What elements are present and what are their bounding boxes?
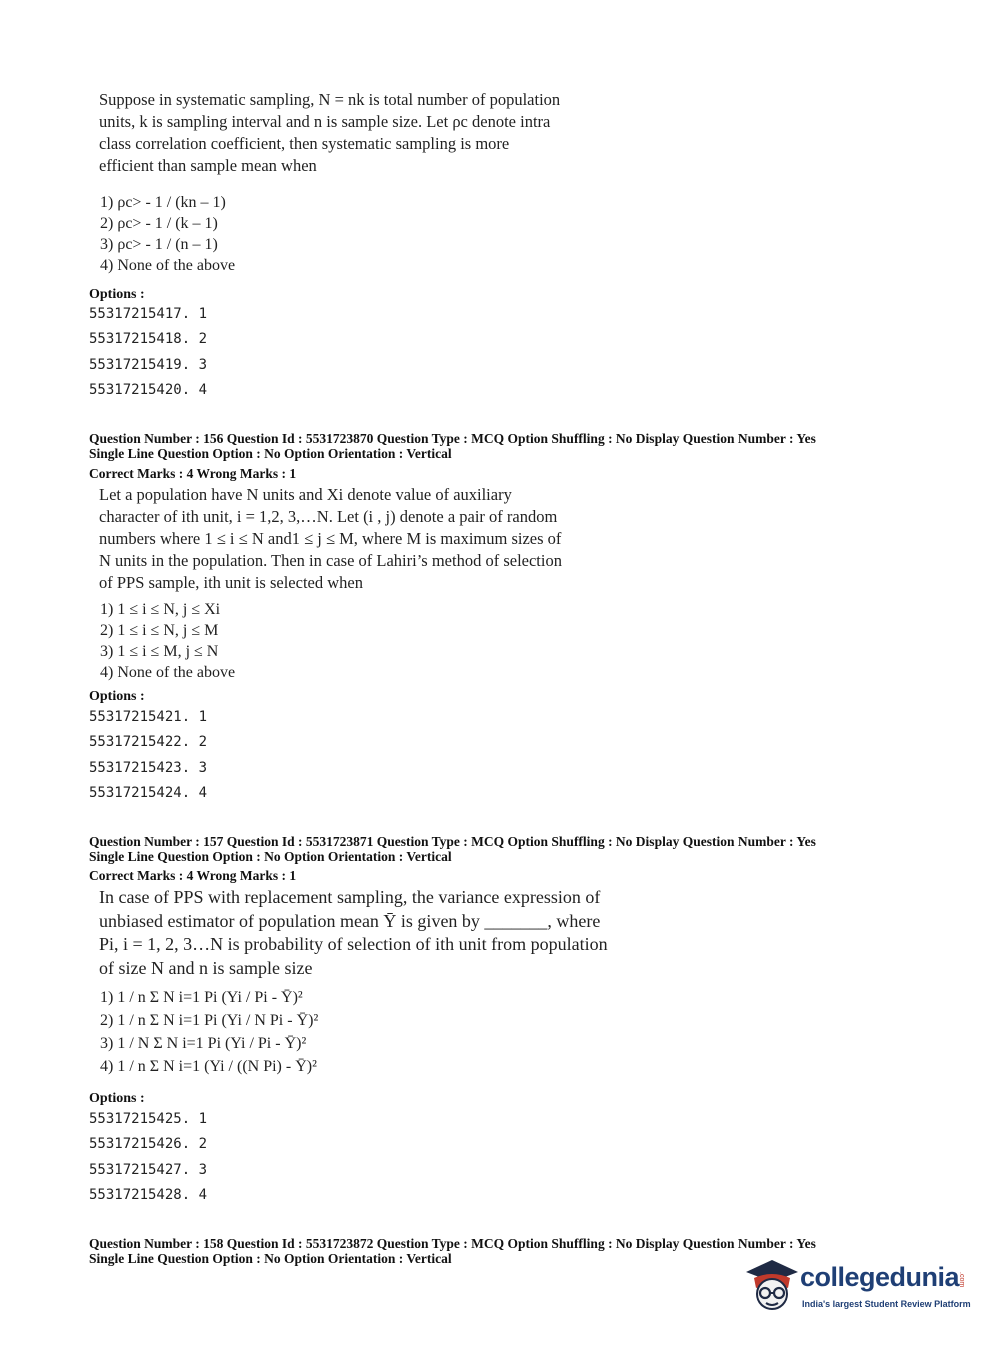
choice: 1) 1 / n Σ N i=1 Pi (Yi / Pi - Ȳ)² [100,989,303,1006]
question-text-line: numbers where 1 ≤ i ≤ N and1 ≤ j ≤ M, where M is maximum sizes of [99,529,562,548]
question-157-choices [100,986,318,1078]
options-label: Options : [89,287,145,302]
question-text-line: Let a population have N units and Xi denote value of auxiliary [99,485,512,504]
option-id: 55317215423. 3 [89,759,208,776]
question-text-line: unbiased estimator of population mean Ȳ is given by _______, where [99,910,601,931]
choice: 4) 1 / n Σ N i=1 (Yi / ((N Pi) - Ȳ)² [100,1058,317,1075]
question-155-choices [100,192,235,276]
question-meta-line: Question Number : 156 Question Id : 5531723870 Question Type : MCQ Option Shuffling : No Display Question Number : Yes [89,431,816,446]
option-id: 55317215428. 4 [89,1186,208,1203]
question-157-header [89,834,816,864]
question-meta-line: Question Number : 157 Question Id : 5531723871 Question Type : MCQ Option Shuffling : No Display Question Number : Yes [89,834,816,849]
question-text-line: In case of PPS with replacement sampling, the variance expression of [99,887,601,907]
choice: 1) ρc> - 1 / (kn – 1) [100,194,226,211]
option-id: 55317215418. 2 [89,331,208,348]
option-id: 55317215419. 3 [89,356,208,373]
logo-tagline: India's largest Student Review Platform [802,1299,971,1309]
logo-suffix: .com [958,1272,965,1288]
choice: 4) None of the above [100,257,236,274]
question-meta-line: Question Number : 158 Question Id : 5531723872 Question Type : MCQ Option Shuffling : No Display Question Number : Yes [89,1236,816,1251]
option-id: 55317215417. 1 [89,306,208,322]
question-meta-line: Single Line Question Option : No Option Orientation : Vertical [89,1251,452,1266]
option-id-list [89,302,207,403]
options-label: Options : [89,689,145,704]
choice: 2) ρc> - 1 / (k – 1) [100,215,218,232]
question-text-line: efficient than sample mean when [99,156,317,175]
question-text-line: class correlation coefficient, then systematic sampling is more [99,134,510,153]
choice: 2) 1 ≤ i ≤ N, j ≤ M [100,622,219,639]
question-meta-line: Single Line Question Option : No Option Orientation : Vertical [89,849,452,864]
marks-line: Correct Marks : 4 Wrong Marks : 1 [89,868,297,883]
question-text-line: Suppose in systematic sampling, N = nk is total number of population [99,90,561,109]
choice: 3) 1 / N Σ N i=1 Pi (Yi / Pi - Ȳ)² [100,1035,307,1052]
question-text-line: character of ith unit, i = 1,2, 3,…N. Let (i , j) denote a pair of random [99,507,558,526]
question-text-line: units, k is sampling interval and n is sample size. Let ρc denote intra [99,112,551,131]
question-156-text [99,484,562,594]
question-157-text [99,886,608,980]
question-156-choices [100,599,235,683]
choice: 3) ρc> - 1 / (n – 1) [100,236,218,253]
option-id: 55317215421. 1 [89,709,208,725]
question-text-line: of size N and n is sample size [99,957,313,978]
option-id-list [89,705,207,806]
logo-wordmark: collegedunia [800,1262,960,1292]
collegedunia-logo [742,1258,972,1318]
choice: 2) 1 / n Σ N i=1 Pi (Yi / N Pi - Ȳ)² [100,1012,319,1029]
choice: 3) 1 ≤ i ≤ M, j ≤ N [100,643,219,660]
question-meta-line: Single Line Question Option : No Option Orientation : Vertical [89,446,452,461]
student-mascot-icon [742,1256,802,1318]
choice: 4) None of the above [100,664,236,681]
marks-line: Correct Marks : 4 Wrong Marks : 1 [89,466,297,481]
choice: 1) 1 ≤ i ≤ N, j ≤ Xi [100,601,221,618]
question-text-line: Pi, i = 1, 2, 3…N is probability of selection of ith unit from population [99,934,608,954]
question-158-header [89,1236,816,1266]
question-text-line: N units in the population. Then in case of Lahiri’s method of selection [99,551,562,570]
option-id-list [89,1107,207,1208]
question-155-text [99,89,560,177]
option-id: 55317215422. 2 [89,734,208,751]
options-label: Options : [89,1091,145,1106]
option-id: 55317215425. 1 [89,1111,208,1127]
question-156-header [89,431,816,461]
option-id: 55317215424. 4 [89,784,208,801]
option-id: 55317215420. 4 [89,381,208,398]
option-id: 55317215427. 3 [89,1161,208,1178]
option-id: 55317215426. 2 [89,1136,208,1153]
question-text-line: of PPS sample, ith unit is selected when [99,573,363,592]
